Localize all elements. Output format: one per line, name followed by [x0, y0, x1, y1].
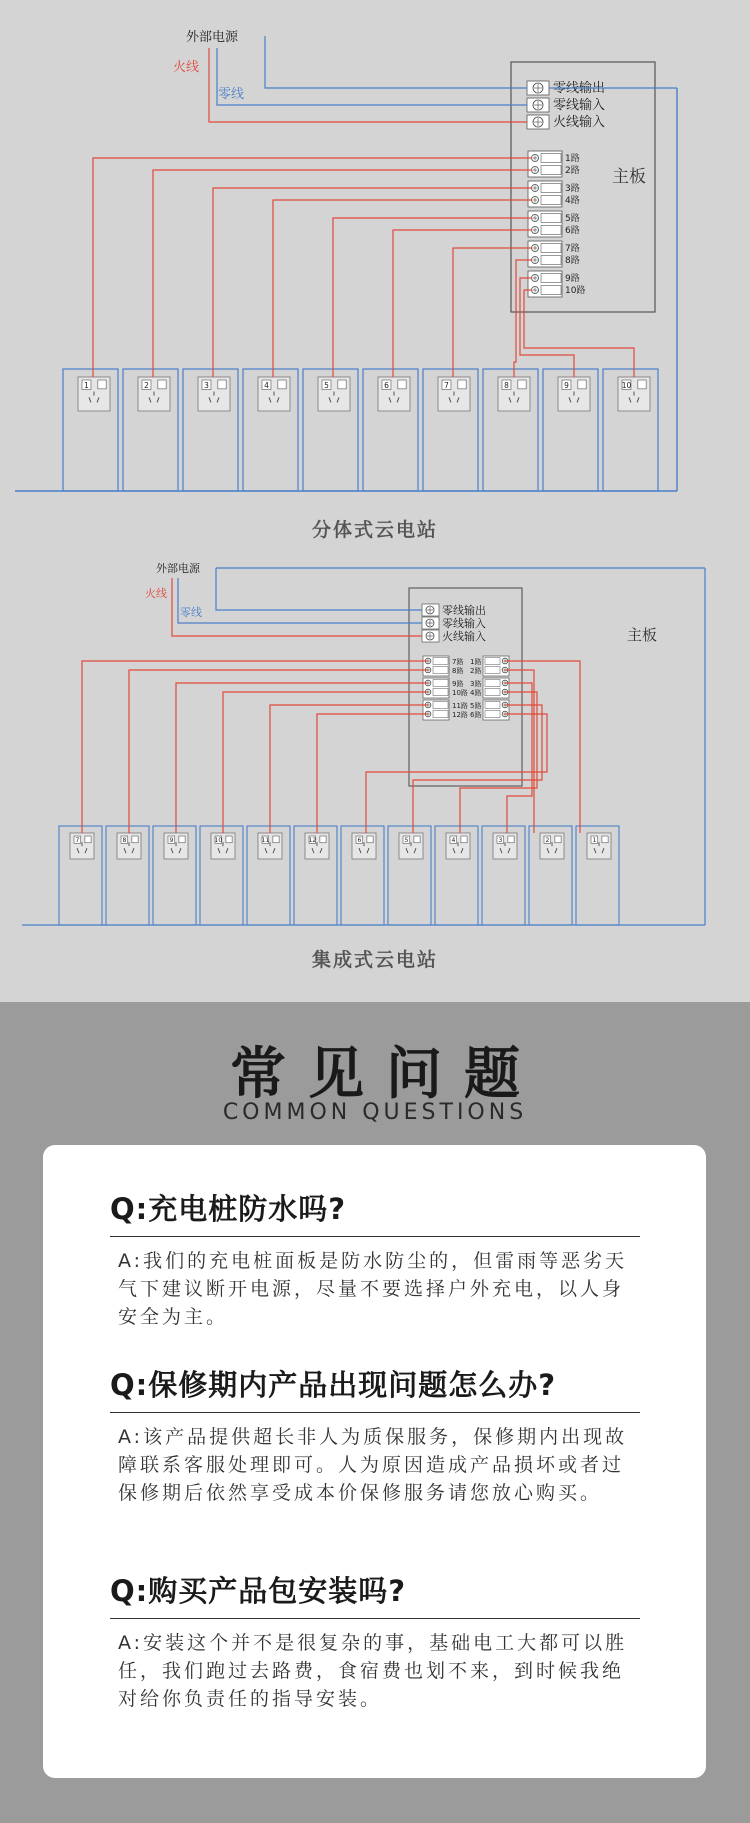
- charging-socket-switch: [98, 380, 106, 389]
- neutral-wire-label: 零线: [180, 606, 202, 619]
- channel-feed-wire: [93, 158, 532, 377]
- faq-answer: A:该产品提供超长非人为质保服务，保修期内出现故障联系客服处理即可。人为原因造成产品损坏或者过保修期后依然享受成本价保修服务请您放心购买。: [118, 1426, 628, 1504]
- channel-label: 3路: [565, 184, 580, 194]
- channel-relay: [433, 658, 448, 665]
- socket-number: 10: [621, 381, 632, 391]
- channel-relay: [485, 667, 500, 674]
- terminal-label: 零线输出: [553, 81, 606, 96]
- channel-label: 6路: [565, 226, 580, 236]
- external-power-label: 外部电源: [156, 562, 200, 575]
- socket-number: 7: [75, 837, 80, 845]
- socket-number: 1: [592, 837, 597, 845]
- split-station-diagram: [0, 0, 750, 500]
- channel-relay: [433, 711, 448, 718]
- socket-number: 1: [84, 381, 89, 391]
- channel-label: 6路: [470, 711, 482, 719]
- socket-number: 6: [357, 837, 362, 845]
- channel-relay: [541, 226, 561, 235]
- socket-number: 11: [261, 837, 270, 845]
- split-station-caption: 分体式云电站: [311, 519, 438, 541]
- socket-number: 2: [545, 837, 550, 845]
- faq-question: Q:保修期内产品出现问题怎么办?: [110, 1363, 640, 1413]
- external-power-label: 外部电源: [186, 30, 239, 45]
- channel-label: 10路: [565, 286, 586, 296]
- channel-relay: [433, 689, 448, 696]
- live-wire-label: 火线: [145, 587, 167, 600]
- charging-socket-switch: [578, 380, 586, 389]
- main-board-title: 主板: [627, 626, 658, 644]
- charging-socket-switch: [158, 380, 166, 389]
- live-input-wire: [172, 578, 422, 636]
- channel-label: 3路: [470, 680, 482, 688]
- live-wire-label: 火线: [173, 60, 200, 75]
- channel-feed-wire: [273, 200, 532, 377]
- channel-feed-wire: [317, 714, 428, 833]
- neutral-output-wire: [216, 568, 422, 610]
- channel-relay: [433, 702, 448, 709]
- channel-feed-wire: [270, 705, 428, 833]
- channel-relay: [541, 274, 561, 283]
- faq-item: [110, 1569, 640, 1713]
- charging-socket-switch: [278, 380, 286, 389]
- charging-socket-switch: [273, 836, 279, 843]
- faq-header: [0, 1002, 750, 1148]
- integrated-station-caption: 集成式云电站: [311, 949, 438, 971]
- channel-feed-wire: [413, 705, 542, 833]
- socket-number: 3: [204, 381, 209, 391]
- neutral-output-wire: [265, 36, 527, 88]
- channel-label: 2路: [470, 667, 482, 675]
- channel-feed-wire: [366, 714, 547, 833]
- socket-number: 9: [564, 381, 569, 391]
- channel-feed-wire: [82, 661, 428, 833]
- channel-relay: [541, 154, 561, 163]
- channel-label: 9路: [565, 274, 580, 284]
- charging-socket-switch: [338, 380, 346, 389]
- channel-relay: [541, 196, 561, 205]
- neutral-wire-label: 零线: [218, 87, 245, 102]
- channel-label: 4路: [565, 196, 580, 206]
- socket-number: 9: [169, 837, 174, 845]
- channel-label: 2路: [565, 166, 580, 176]
- channel-relay: [485, 711, 500, 718]
- socket-number: 5: [404, 837, 409, 845]
- channel-label: 5路: [565, 214, 580, 224]
- neutral-input-wire: [178, 578, 422, 623]
- socket-number: 10: [214, 837, 223, 845]
- channel-relay: [541, 244, 561, 253]
- socket-number: 5: [324, 381, 329, 391]
- socket-number: 6: [384, 381, 389, 391]
- terminal-label: 零线输入: [442, 617, 486, 630]
- terminal-label: 零线输入: [553, 98, 606, 113]
- faq-item: [110, 1187, 640, 1331]
- terminal-label: 火线输入: [442, 630, 486, 643]
- channel-relay: [541, 286, 561, 295]
- faq-subtitle: COMMON QUESTIONS: [222, 1100, 528, 1125]
- channel-label: 1路: [470, 658, 482, 666]
- terminal-label: 火线输入: [553, 115, 606, 130]
- faq-title: 常见问题: [230, 1042, 542, 1107]
- socket-number: 7: [444, 381, 449, 391]
- socket-number: 12: [308, 837, 317, 845]
- channel-feed-wire: [213, 188, 532, 377]
- socket-number: 2: [144, 381, 149, 391]
- terminal-label: 零线输出: [442, 604, 486, 617]
- channel-label: 4路: [470, 689, 482, 697]
- charging-socket-switch: [458, 380, 466, 389]
- charging-socket-switch: [218, 380, 226, 389]
- channel-feed-wire: [223, 692, 428, 833]
- main-board-title: 主板: [612, 167, 646, 187]
- channel-label: 7路: [565, 244, 580, 254]
- socket-number: 8: [122, 837, 127, 845]
- channel-relay: [433, 680, 448, 687]
- socket-number: 8: [504, 381, 509, 391]
- channel-feed-wire: [333, 218, 532, 377]
- charging-socket-switch: [461, 836, 467, 843]
- charging-socket-switch: [398, 380, 406, 389]
- channel-relay: [541, 184, 561, 193]
- channel-relay: [485, 658, 500, 665]
- charging-socket-switch: [638, 380, 646, 389]
- charging-socket-switch: [367, 836, 373, 843]
- channel-feed-wire: [524, 290, 634, 377]
- socket-number: 3: [498, 837, 503, 845]
- faq-item: [110, 1363, 640, 1507]
- charging-socket-switch: [320, 836, 326, 843]
- channel-label: 1路: [565, 154, 580, 164]
- channel-feed-wire: [129, 670, 428, 833]
- charging-socket-switch: [555, 836, 561, 843]
- channel-label: 9路: [452, 680, 464, 688]
- charging-socket-switch: [602, 836, 608, 843]
- socket-number: 4: [264, 381, 269, 391]
- charging-socket-switch: [508, 836, 514, 843]
- charging-socket-switch: [85, 836, 91, 843]
- channel-label: 12路: [452, 711, 468, 719]
- faq-card: [43, 1145, 706, 1778]
- channel-feed-wire: [505, 670, 534, 833]
- faq-answer: A:我们的充电桩面板是防水防尘的，但雷雨等恶劣天气下建议断开电源，尽量不要选择户外充电，以人身安全为主。: [118, 1250, 628, 1328]
- channel-relay: [485, 702, 500, 709]
- channel-label: 5路: [470, 702, 482, 710]
- channel-relay: [541, 214, 561, 223]
- socket-number: 4: [451, 837, 456, 845]
- channel-relay: [485, 689, 500, 696]
- faq-question: Q:购买产品包安装吗?: [110, 1569, 640, 1619]
- channel-feed-wire: [153, 170, 532, 377]
- channel-label: 7路: [452, 658, 464, 666]
- charging-socket-switch: [179, 836, 185, 843]
- charging-socket-switch: [226, 836, 232, 843]
- faq-answer: A:安装这个并不是很复杂的事，基础电工大都可以胜任，我们跑过去路费，食宿费也划不来，到时候我绝对给你负责任的指导安装。: [118, 1632, 628, 1710]
- channel-relay: [541, 166, 561, 175]
- channel-label: 8路: [565, 256, 580, 266]
- channel-relay: [433, 667, 448, 674]
- charging-socket-switch: [414, 836, 420, 843]
- channel-label: 11路: [452, 702, 468, 710]
- charging-socket-switch: [518, 380, 526, 389]
- faq-question: Q:充电桩防水吗?: [110, 1187, 640, 1237]
- channel-label: 8路: [452, 667, 464, 675]
- channel-relay: [541, 256, 561, 265]
- live-input-wire: [209, 48, 527, 122]
- channel-relay: [485, 680, 500, 687]
- channel-label: 10路: [452, 689, 468, 697]
- integrated-station-diagram: [0, 550, 750, 970]
- neutral-input-wire: [217, 48, 527, 105]
- charging-socket-switch: [132, 836, 138, 843]
